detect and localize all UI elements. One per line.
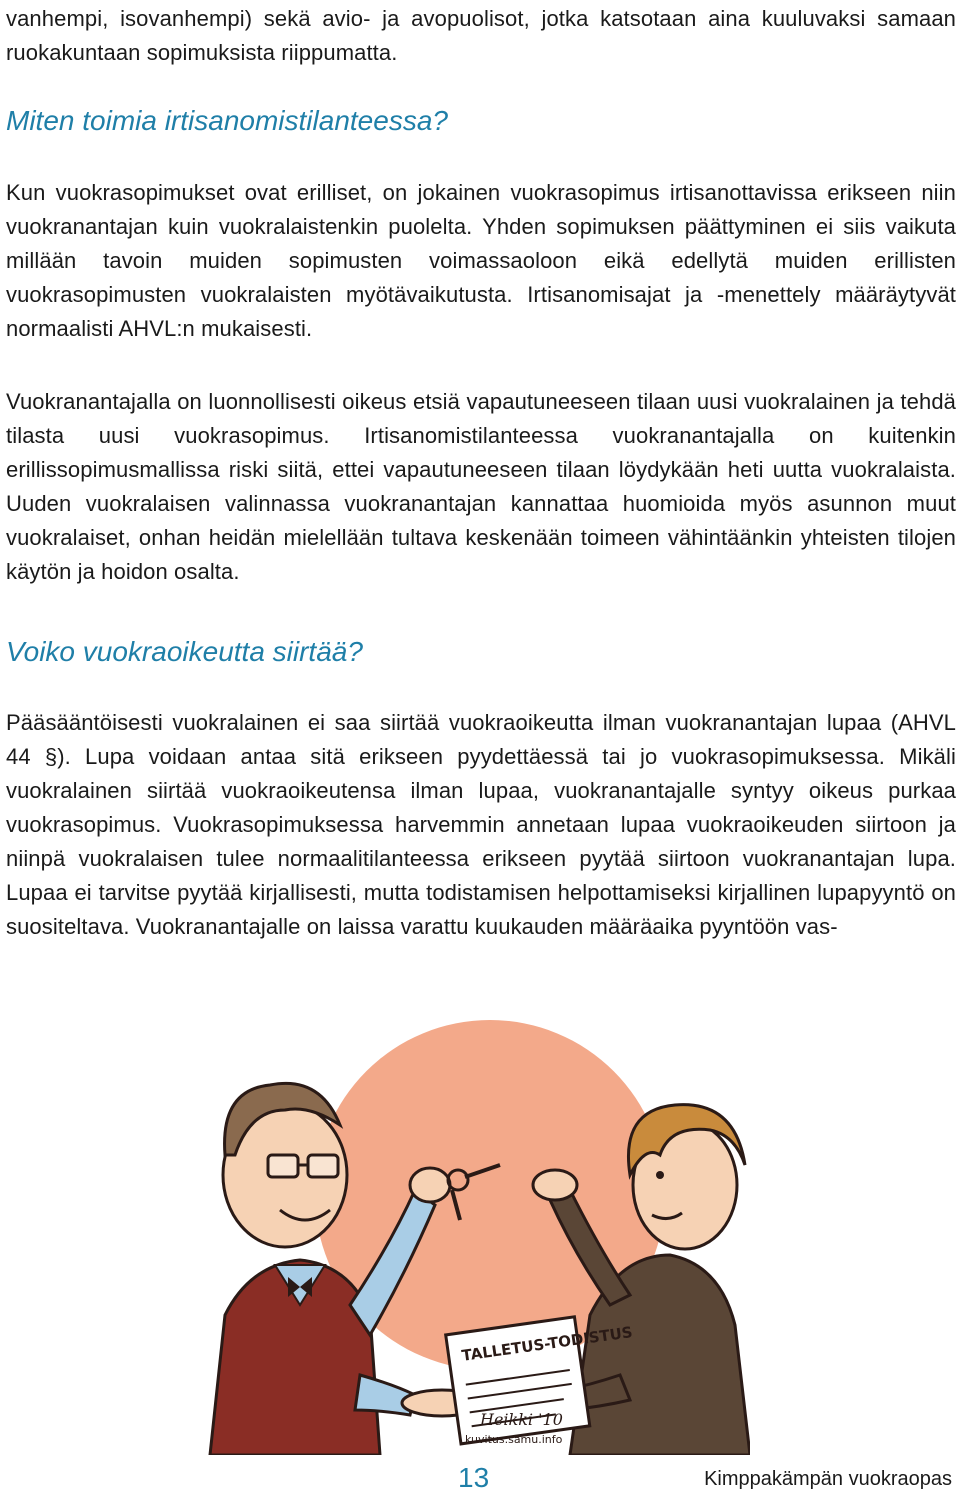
section-heading-transfer [6, 634, 956, 670]
paragraph-landlord-rights [6, 385, 956, 589]
section-heading-termination [6, 103, 956, 139]
illustration-key-handover [190, 1015, 750, 1455]
page-number: 13 [458, 1462, 490, 1493]
paragraph-text: Kun vuokrasopimukset ovat erilliset, on jokainen vuokrasopimus irtisanottavissa erikseen niin vuokranantajan kuin vuokralaistenkin puolelta. Yhden sopimuksen päättyminen ei siis vaikuta millään tavoin muiden sopimusten voimassaoloon eikä edellytä muiden erillisten vuokrasopimusten vuokralaisten myötävaikutusta. Irtisanomisajat ja -menettely määräytyvät normaalisti AHVL:n mukaisesti. [6, 180, 956, 341]
paragraph-text: Pääsääntöisesti vuokralainen ei saa siirtää vuokraoikeutta ilman vuokranantajan lupaa (AHVL 44 §). Lupa voidaan antaa sitä erikseen pyydettäessä tai jo vuokrasopimuksessa. Mikäli vuokralainen siirtää vuokraoikeutensa ilman lupaa, vuokranantajalle syntyy oikeus purkaa vuokrasopimus. Vuokrasopimuksessa harvemmin annetaan lupaa vuokraoikeuden siirtoon ja niinpä vuokralaisen tulee normaalitilanteessa erikseen pyytää siirtoon vuokranantajan lupa. Lupaa ei tarvitse pyytää kirjallisesti, mutta todistamisen helpottamiseksi kirjallinen lupapyyntö on suositeltava. Vuokranantajalle on laissa varattu kuukauden määräaika pyyntöön vas- [6, 710, 956, 939]
paragraph-text: Vuokranantajalla on luonnollisesti oikeus etsiä vapautuneeseen tilaan uusi vuokralainen ja tehdä tilasta uusi vuokrasopimus. Irtisanomistilanteessa vuokranantajalla on kuitenkin erillissopimusmallissa riski siitä, ettei vapautuneeseen tilaan löydykään heti uutta vuokralaista. Uuden vuokralaisen valinnassa vuokranantajan kannattaa huomioida myös asunnon muut vuokralaiset, onhan heidän mielellään tultava keskenään toimeen vähintäänkin yhteisten tilojen käytön ja hoidon osalta. [6, 389, 956, 584]
intro-paragraph [6, 2, 956, 70]
intro-text: vanhempi, isovanhempi) sekä avio- ja avopuolisot, jotka katsotaan aina kuuluvaksi samaan ruokakuntaan sopimuksista riippumatta. [6, 6, 956, 65]
certificate-label: TALLETUS-TODISTUS [460, 1323, 634, 1365]
heading-text: Miten toimia irtisanomistilanteessa? [6, 105, 448, 136]
artist-credit: kuvitus.samu.info [465, 1433, 563, 1446]
paragraph-separate-contracts [6, 176, 956, 346]
footer-title: Kimppakämpän vuokraopas [704, 1468, 952, 1490]
paragraph-transfer-rules [6, 706, 956, 944]
artist-signature: Heikki '10 [480, 1410, 563, 1429]
heading-text: Voiko vuokraoikeutta siirtää? [6, 636, 363, 667]
